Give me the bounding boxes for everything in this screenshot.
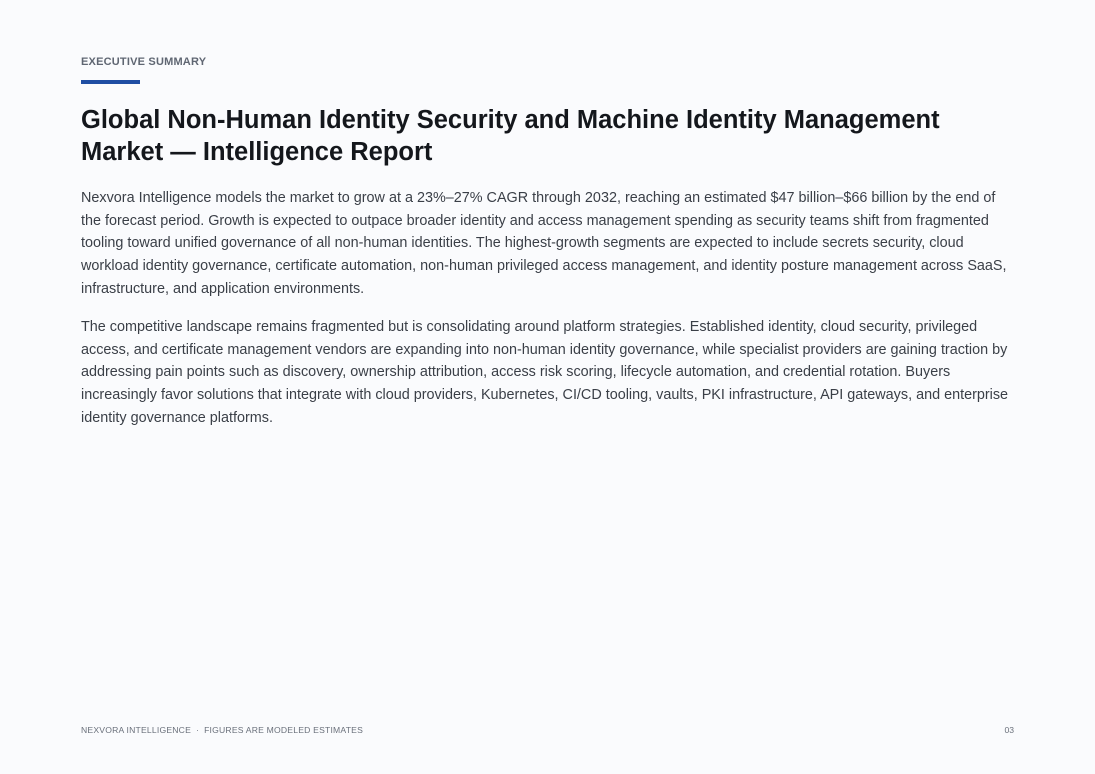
summary-paragraph-1: Nexvora Intelligence models the market to grow at a 23%–27% CAGR through 2032, reaching an estimated $47 billion–$66 billion by the end of the forecast period. Growth is expected to outpace broader identity and access management spending as security teams shift from fragmented tooling toward unified governance of all non-human identities. The highest-growth segments are expected to include secrets security, cloud workload identity governance, certificate automation, non-human privileged access management, and identity posture management across SaaS, infrastructure, and application environments. — [81, 190, 1007, 297]
accent-rule — [81, 80, 140, 84]
summary-paragraph-2: The competitive landscape remains fragmented but is consolidating around platform strategies. Established identity, cloud security, privileged access, and certificate management vendors are expanding into non-human identity governance, while specialist providers are gaining traction by addressing pain points such as discovery, ownership attribution, access risk scoring, lifecycle automation, and credential rotation. Buyers increasingly favor solutions that integrate with cloud providers, Kubernetes, CI/CD tooling, vaults, PKI infrastructure, API gateways, and enterprise identity governance platforms. — [81, 319, 1009, 426]
footer-disclaimer: FIGURES ARE MODELED ESTIMATES — [204, 725, 364, 735]
footer-note — [81, 725, 363, 735]
footer-separator: · — [196, 725, 200, 735]
section-eyebrow: EXECUTIVE SUMMARY — [81, 56, 207, 68]
footer-brand: NEXVORA INTELLIGENCE — [81, 725, 192, 735]
page-number: 03 — [1004, 725, 1014, 735]
page-title: Global Non-Human Identity Security and Machine Identity Management Market — Intelligence Report — [81, 106, 940, 166]
report-page — [81, 0, 1014, 774]
